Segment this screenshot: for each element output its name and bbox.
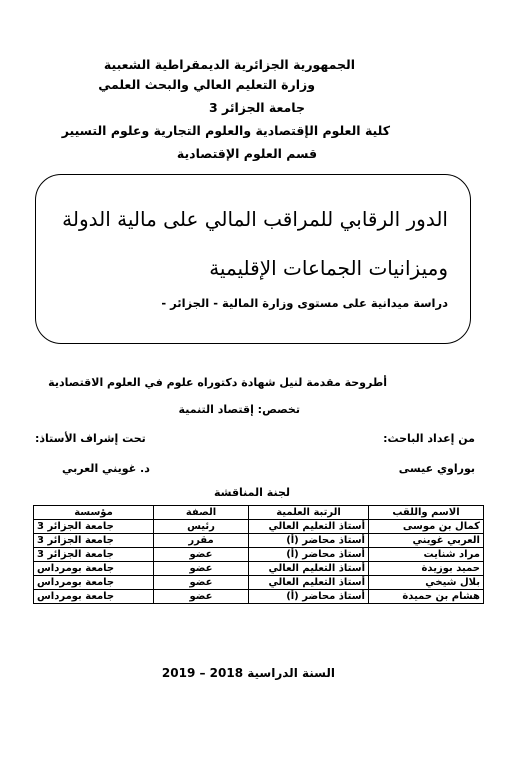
column-header-name: الاسم واللقب: [369, 506, 484, 520]
ministry-name: وزارة التعليم العالي والبحث العلمي: [98, 77, 315, 92]
member-role: رئيس: [154, 520, 249, 534]
member-name: هشام بن حميدة: [369, 590, 484, 604]
thesis-specialty: تخصص: إقتصاد التنمية: [178, 403, 300, 416]
member-rank: أستاذ محاضر (أ): [249, 590, 369, 604]
republic-name: الجمهورية الجزائرية الديمقراطية الشعبية: [103, 57, 355, 72]
column-header-role: الصفة: [154, 506, 249, 520]
member-institution: جامعة بومرداس: [34, 590, 154, 604]
member-institution: جامعة الجزائر 3: [34, 548, 154, 562]
member-name: العربي غويني: [369, 534, 484, 548]
member-role: عضو: [154, 590, 249, 604]
table-row: [34, 534, 484, 548]
member-rank: أستاذ التعليم العالي: [249, 562, 369, 576]
member-name: حميد بوزيدة: [369, 562, 484, 576]
committee-title: لجنة المناقشة: [213, 486, 290, 499]
thesis-title-line2: وميزانيات الجماعات الإقليمية: [209, 256, 448, 280]
thesis-purpose: أطروحة مقدمة لنيل شهادة دكتوراه علوم في العلوم الاقتصادية: [48, 376, 387, 389]
column-header-rank: الرتبة العلمية: [249, 506, 369, 520]
supervisor-name: د. غويني العربي: [62, 462, 150, 475]
member-name: بلال شيخي: [369, 576, 484, 590]
table-row: [34, 590, 484, 604]
member-role: عضو: [154, 576, 249, 590]
table-header-row: [34, 506, 484, 520]
faculty-name: كلية العلوم الإقتصادية والعلوم التجارية وعلوم التسيير: [61, 123, 390, 138]
academic-year: السنة الدراسية 2018 – 2019: [161, 666, 335, 680]
supervisor-label: تحت إشراف الأستاذ:: [35, 432, 146, 445]
member-role: عضو: [154, 548, 249, 562]
member-role: مقرر: [154, 534, 249, 548]
department-name: قسم العلوم الإقتصادية: [176, 146, 317, 161]
thesis-title-line1: الدور الرقابي للمراقب المالي على مالية الدولة: [62, 207, 448, 231]
member-rank: أستاذ التعليم العالي: [249, 576, 369, 590]
researcher-name: بوراوي عيسى: [398, 462, 475, 475]
table-row: [34, 576, 484, 590]
member-name: كمال بن موسى: [369, 520, 484, 534]
prepared-by-label: من إعداد الباحث:: [383, 432, 475, 445]
table-row: [34, 548, 484, 562]
column-header-institution: مؤسسة: [34, 506, 154, 520]
table-row: [34, 562, 484, 576]
member-institution: جامعة الجزائر 3: [34, 534, 154, 548]
table-row: [34, 520, 484, 534]
thesis-subtitle: دراسة ميدانية على مستوى وزارة المالية - الجزائر -: [161, 296, 448, 310]
member-rank: أستاذ التعليم العالي: [249, 520, 369, 534]
member-institution: جامعة بومرداس: [34, 576, 154, 590]
member-rank: أستاذ محاضر (أ): [249, 534, 369, 548]
member-name: مراد شنايت: [369, 548, 484, 562]
university-name: جامعة الجزائر 3: [208, 100, 305, 115]
member-role: عضو: [154, 562, 249, 576]
committee-table: [33, 505, 484, 604]
member-institution: جامعة بومرداس: [34, 562, 154, 576]
member-institution: جامعة الجزائر 3: [34, 520, 154, 534]
member-rank: أستاذ محاضر (أ): [249, 548, 369, 562]
